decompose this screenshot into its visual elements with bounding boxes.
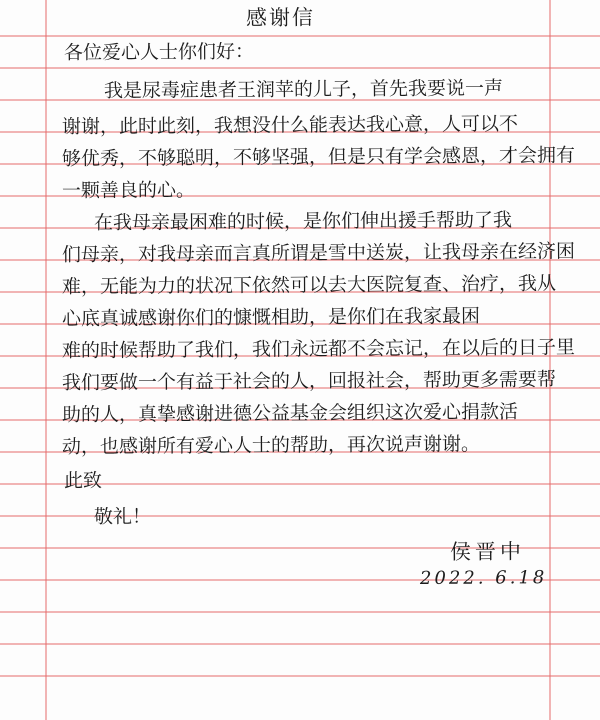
letter-date: 2022. 6.18: [419, 567, 548, 589]
body-line-3: 够优秀，不够聪明，不够坚强，但是只有学会感恩，才会拥有: [61, 144, 576, 170]
signature: 侯晋中: [449, 539, 526, 564]
body-line-6: 们母亲，对我母亲而言真所谓是雪中送炭，让我母亲在经济困: [61, 240, 576, 266]
salutation: 各位爱心人士你们好：: [63, 40, 255, 64]
body-line-1: 我是尿毒症患者王润苹的儿子，首先我要说一声: [103, 77, 504, 102]
body-line-2: 谢谢，此时此刻，我想没什么能表达我心意，人可以不: [61, 112, 519, 138]
body-line-11: 助的人，真挚感谢进德公益基金会组织这次爱心捐款活: [61, 400, 519, 426]
body-line-8: 心底真诚感谢你们的慷慨相助，是你们在我家最困: [61, 305, 481, 330]
closing-line-1: 此致: [63, 469, 103, 492]
body-line-9: 难的时候帮助了我们，我们永远都不会忘记，在以后的日子里: [61, 336, 576, 362]
closing-line-2: 敬礼！: [93, 505, 152, 528]
body-line-12: 动，也感谢所有爱心人士的帮助，再次说声谢谢。: [61, 433, 481, 458]
letter-title: 感谢信: [245, 5, 316, 30]
body-line-7: 难，无能为力的状况下依然可以去大医院复查、治疗，我从: [61, 272, 557, 298]
body-line-4: 一颗善良的心。: [61, 179, 196, 202]
body-line-5: 在我母亲最困难的时候，是你们伸出援手帮助了我: [93, 209, 513, 234]
body-line-10: 我们要做一个有益于社会的人，回报社会，帮助更多需要帮: [61, 368, 557, 394]
